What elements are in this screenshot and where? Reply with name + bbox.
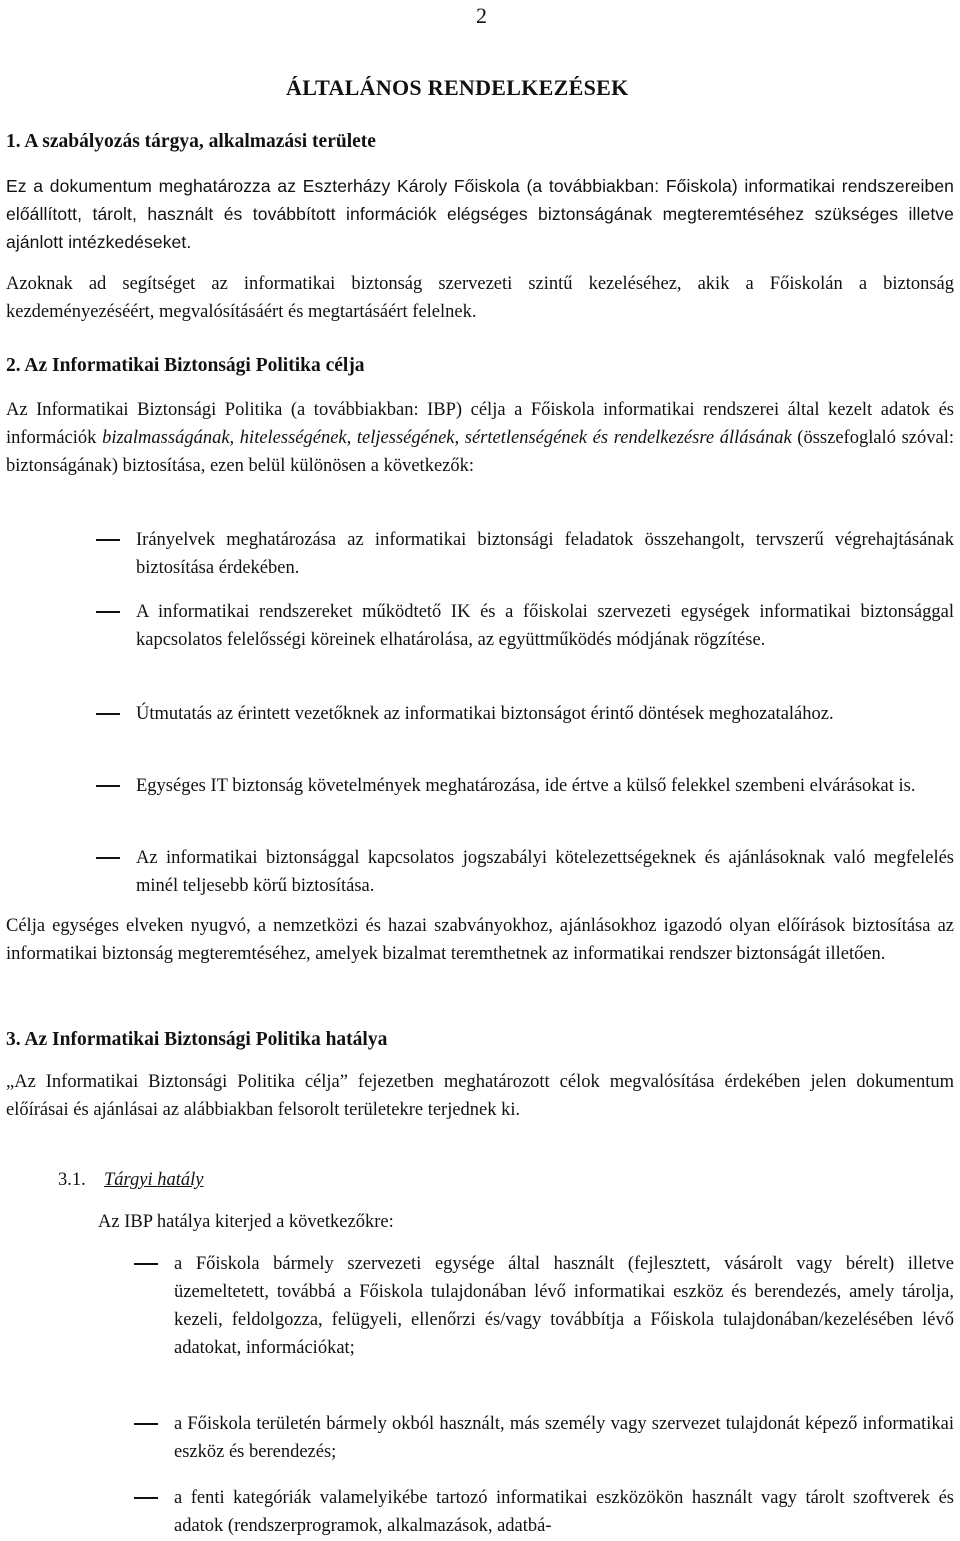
list-item <box>6 526 954 582</box>
section2-intro-after: (összefoglaló szóval: biztonságának) biztosítása, ezen belül különösen a következők: <box>6 428 954 476</box>
section2-closing-text: Célja egységes elveken nyugvó, a nemzetközi és hazai szabványokhoz, ajánlásokhoz igazodó olyan előírások biztosítása az informatikai biztonság megteremtéséhez, amelyek bizalmat teremthetnek az informatikai rendszer biztonságát illetően. <box>6 916 954 964</box>
list-item <box>6 844 954 900</box>
section2-intro <box>6 396 954 480</box>
dash-bullet-icon <box>96 539 120 541</box>
dash-bullet-icon <box>134 1497 158 1499</box>
list-item <box>6 1410 954 1466</box>
list-item <box>6 598 954 654</box>
dash-bullet-icon <box>96 785 120 787</box>
section1-para1-text: Ez a dokumentum meghatározza az Eszterházy Károly Főiskola (a továbbiakban: Főiskola) informatikai rendszereiben előállított, tárolt, használt és továbbított információk elégséges biztonságának megteremtéséhez szükséges illetve ajánlott intézkedéseket. <box>6 176 954 252</box>
list-item-text: Az informatikai biztonsággal kapcsolatos jogszabályi kötelezettségeknek és ajánlásoknak való megfelelés minél teljesebb körű biztosítása. <box>136 848 954 896</box>
section1-para1 <box>6 172 954 256</box>
section1-heading: 1. A szabályozás tárgya, alkalmazási területe <box>6 131 376 152</box>
list-item-text: A informatikai rendszereket működtető IK és a főiskolai szervezeti egységek informatikai biztonsággal kapcsolatos felelősségi köreinek elhatárolása, az együttműködés módjának rögzítése. <box>136 602 954 650</box>
dash-bullet-icon <box>96 857 120 859</box>
subsection-3-1-intro: Az IBP hatálya kiterjed a következőkre: <box>98 1212 394 1232</box>
page-number: 2 <box>476 3 487 28</box>
main-title: ÁLTALÁNOS RENDELKEZÉSEK <box>286 75 629 100</box>
list-item <box>6 700 954 728</box>
list-item <box>6 1484 954 1540</box>
list-item-text: a Főiskola bármely szervezeti egysége által használt (fejlesztett, vásárolt vagy bérelt) illetve üzemeltetett, továbbá a Főiskola tulajdonában lévő informatikai eszköz és berendezés, amely tárolja, kezeli, feldolgozza, felügyeli, ellenőrzi és/vagy továbbítja a Főiskola tulajdonában/kezelésében lévő adatokat, információkat; <box>174 1254 954 1358</box>
subsection-3-1-heading <box>58 1166 954 1194</box>
section2-intro-italic: bizalmasságának, hitelességének, teljességének, sértetlenségének és rendelkezésre állásának <box>102 428 792 448</box>
list-item-text: Irányelvek meghatározása az informatikai biztonsági feladatok összehangolt, tervszerű végrehajtásának biztosítása érdekében. <box>136 530 954 578</box>
section2-intro-before: Az Informatikai Biztonsági Politika (a továbbiakban: IBP) célja a Főiskola informatikai rendszerei által kezelt adatok és információk <box>6 400 954 448</box>
dash-bullet-icon <box>96 611 120 613</box>
section3-intro-text: „Az Informatikai Biztonsági Politika célja” fejezetben meghatározott célok megvalósítása érdekében jelen dokumentum előírásai és ajánlásai az alábbiakban felsorolt területekre terjednek ki. <box>6 1072 954 1120</box>
list-item-text: a Főiskola területén bármely okból használt, más személy vagy szervezet tulajdonát képező informatikai eszköz és berendezés; <box>174 1414 954 1462</box>
section2-intro-text <box>6 396 954 480</box>
section1-para2-text: Azoknak ad segítséget az informatikai biztonság szervezeti szintű kezeléséhez, akik a Főiskolán a biztonság kezdeményezéséért, megvalósításáért és megtartásáért felelnek. <box>6 274 954 322</box>
list-item <box>6 1250 954 1362</box>
dash-bullet-icon <box>134 1263 158 1265</box>
section2-closing <box>6 912 954 968</box>
subsection-number: 3.1. <box>58 1170 86 1190</box>
list-item-text: Egységes IT biztonság követelmények meghatározása, ide értve a külső felekkel szembeni elvárásokat is. <box>136 776 916 796</box>
section1-para2 <box>6 270 954 326</box>
dash-bullet-icon <box>96 713 120 715</box>
dash-bullet-icon <box>134 1423 158 1425</box>
list-item-text: Útmutatás az érintett vezetőknek az informatikai biztonságot érintő döntések meghozatalához. <box>136 704 834 724</box>
subsection-title: Tárgyi hatály <box>104 1170 204 1190</box>
section3-intro <box>6 1068 954 1124</box>
list-item <box>6 772 954 800</box>
list-item-text: a fenti kategóriák valamelyikébe tartozó informatikai eszközökön használt vagy tárolt szoftverek és adatok (rendszerprogramok, alkalmazások, adatbá- <box>174 1488 954 1536</box>
section3-heading: 3. Az Informatikai Biztonsági Politika hatálya <box>6 1029 388 1050</box>
section2-heading: 2. Az Informatikai Biztonsági Politika célja <box>6 355 365 376</box>
